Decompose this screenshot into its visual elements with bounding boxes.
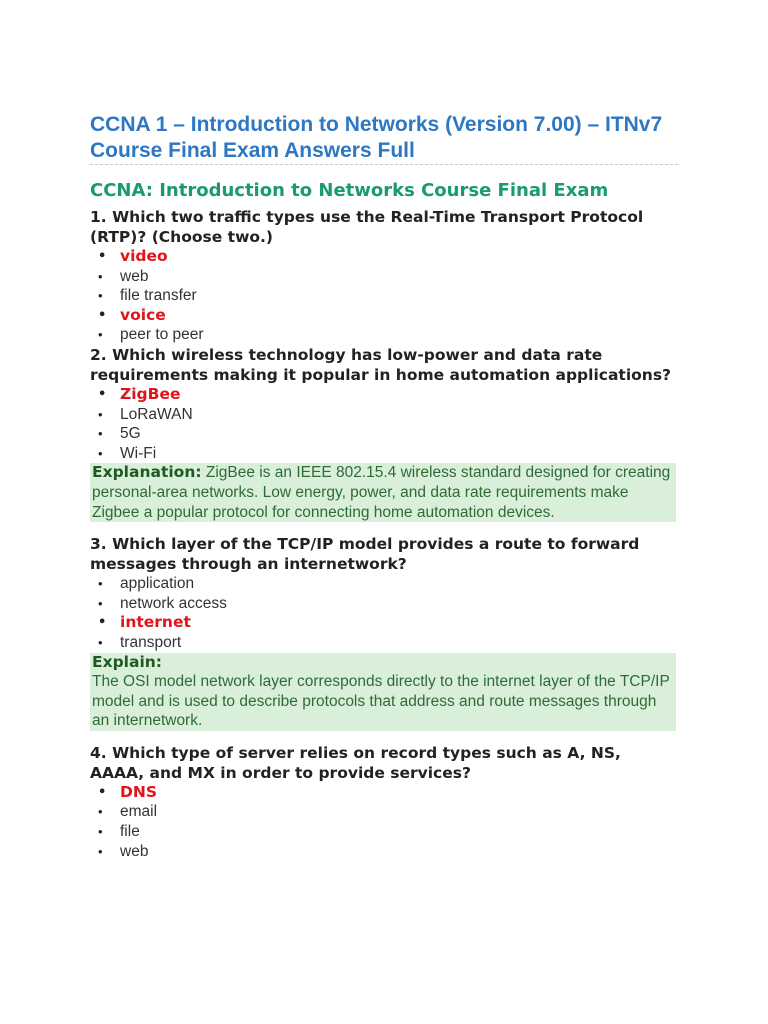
option-item: • network access — [90, 594, 678, 614]
option-list — [90, 247, 678, 345]
option-item: • transport — [90, 633, 678, 653]
option-item: • 5G — [90, 424, 678, 444]
option-item: • web — [90, 842, 678, 862]
option-item: • web — [90, 267, 678, 287]
option-item-correct: • video — [90, 247, 678, 267]
question-text: 3. Which layer of the TCP/IP model provides a route to forward messages through an internetwork? — [90, 535, 640, 574]
explanation-box — [90, 653, 676, 731]
option-item-correct: • internet — [90, 613, 678, 633]
question-block-4 — [90, 743, 678, 861]
option-item-correct: • voice — [90, 306, 678, 326]
question-block-3 — [90, 534, 678, 731]
explanation-box — [90, 463, 676, 522]
option-item: • file — [90, 822, 678, 842]
option-item-correct: • DNS — [90, 783, 678, 803]
section-heading: CCNA: Introduction to Networks Course Final Exam — [90, 180, 609, 201]
option-item: • Wi-Fi — [90, 444, 678, 464]
option-item-correct: • ZigBee — [90, 385, 678, 405]
page-title: CCNA 1 – Introduction to Networks (Version 7.00) – ITNv7 Course Final Exam Answers Full — [90, 112, 678, 165]
explanation-text: The OSI model network layer corresponds directly to the internet layer of the TCP/IP model and is used to describe protocols that address and route messages through an internetwork. — [92, 673, 670, 730]
option-item: • file transfer — [90, 286, 678, 306]
option-item: • application — [90, 574, 678, 594]
question-text: 1. Which two traffic types use the Real-Time Transport Protocol (RTP)? (Choose two.) — [90, 208, 644, 246]
option-item: • email — [90, 802, 678, 822]
option-list — [90, 783, 678, 861]
option-list — [90, 385, 678, 463]
question-block-2 — [90, 345, 678, 522]
option-list — [90, 574, 678, 652]
question-text: 2. Which wireless technology has low-power and data rate requirements making it popular in home automation applications? — [90, 345, 672, 384]
explanation-label: Explanation: — [92, 463, 202, 482]
explanation-text: ZigBee is an IEEE 802.15.4 wireless standard designed for creating personal-area networks. Low energy, power, and data rate requirements make Zigbee a popular protocol for connecting home automation devices. — [92, 464, 671, 521]
option-item: • LoRaWAN — [90, 405, 678, 425]
question-text: 4. Which type of server relies on record types such as A, NS, AAAA, and MX in order to provide services? — [90, 743, 621, 782]
option-item: • peer to peer — [90, 325, 678, 345]
question-block-1 — [90, 207, 678, 345]
explanation-label: Explain: — [92, 652, 162, 671]
